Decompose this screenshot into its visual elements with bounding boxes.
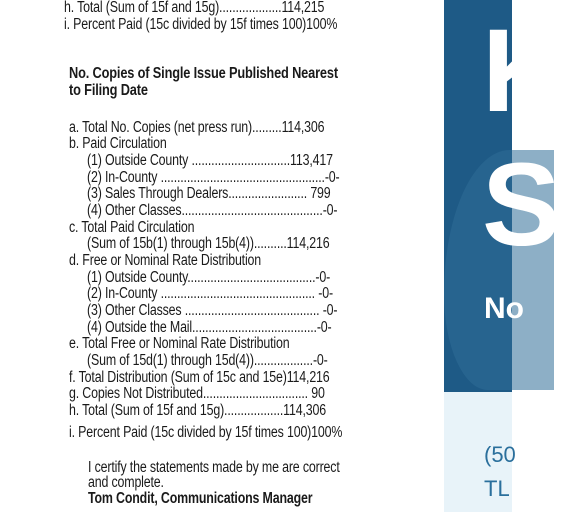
certification-line2: and complete. xyxy=(88,474,164,491)
row-c-sum: (Sum of 15b(1) through 15b(4))..........114,216 xyxy=(87,235,330,252)
row-a: a. Total No. Copies (net press run).........114,306 xyxy=(69,119,325,136)
row-d3: (3) Other Classes ......................................... -0- xyxy=(87,302,338,319)
prev-i-percent-row: i. Percent Paid (15c divided by 15f times 100)100% xyxy=(64,16,338,33)
poster-contact-line2: TL xyxy=(484,476,510,501)
row-d4: (4) Outside the Mail......................................-0- xyxy=(87,319,332,336)
row-i: i. Percent Paid (15c divided by 15f times 100)100% xyxy=(69,424,343,441)
signature: Tom Condit, Communications Manager xyxy=(88,490,313,507)
row-d: d. Free or Nominal Rate Distribution xyxy=(69,252,262,269)
poster-contact-line1: (50 xyxy=(484,442,516,467)
row-b2: (2) In-County ..................................................-0- xyxy=(87,169,340,186)
row-g: g. Copies Not Distributed................................ 90 xyxy=(69,385,325,402)
certification-line1: I certify the statements made by me are correct xyxy=(88,459,340,476)
row-e-sum: (Sum of 15d(1) through 15d(4))..................-0- xyxy=(87,352,328,369)
row-d2: (2) In-County ............................................... -0- xyxy=(87,285,333,302)
prev-h-total-row: h. Total (Sum of 15f and 15g)...................114,215 xyxy=(64,0,325,16)
poster-no-text: No xyxy=(484,292,524,325)
row-b3: (3) Sales Through Dealers........................ 799 xyxy=(87,185,331,202)
row-d1: (1) Outside County.......................................-0- xyxy=(87,269,331,286)
side-poster-panel xyxy=(444,0,567,512)
row-c: c. Total Paid Circulation xyxy=(69,219,195,236)
row-b: b. Paid Circulation xyxy=(69,135,167,152)
poster-big-letter-mid: S xyxy=(482,139,561,271)
section-heading-line2: to Filing Date xyxy=(69,82,148,99)
row-e: e. Total Free or Nominal Rate Distribution xyxy=(69,335,290,352)
poster-big-letter-top: K xyxy=(482,5,567,137)
row-b1: (1) Outside County ..............................113,417 xyxy=(87,152,333,169)
row-h: h. Total (Sum of 15f and 15g)..................114,306 xyxy=(69,402,326,419)
row-f: f. Total Distribution (Sum of 15c and 15e)114,216 xyxy=(69,369,330,386)
section-heading-line1: No. Copies of Single Issue Published Nearest xyxy=(69,65,338,82)
row-b4: (4) Other Classes...........................................-0- xyxy=(87,202,338,219)
